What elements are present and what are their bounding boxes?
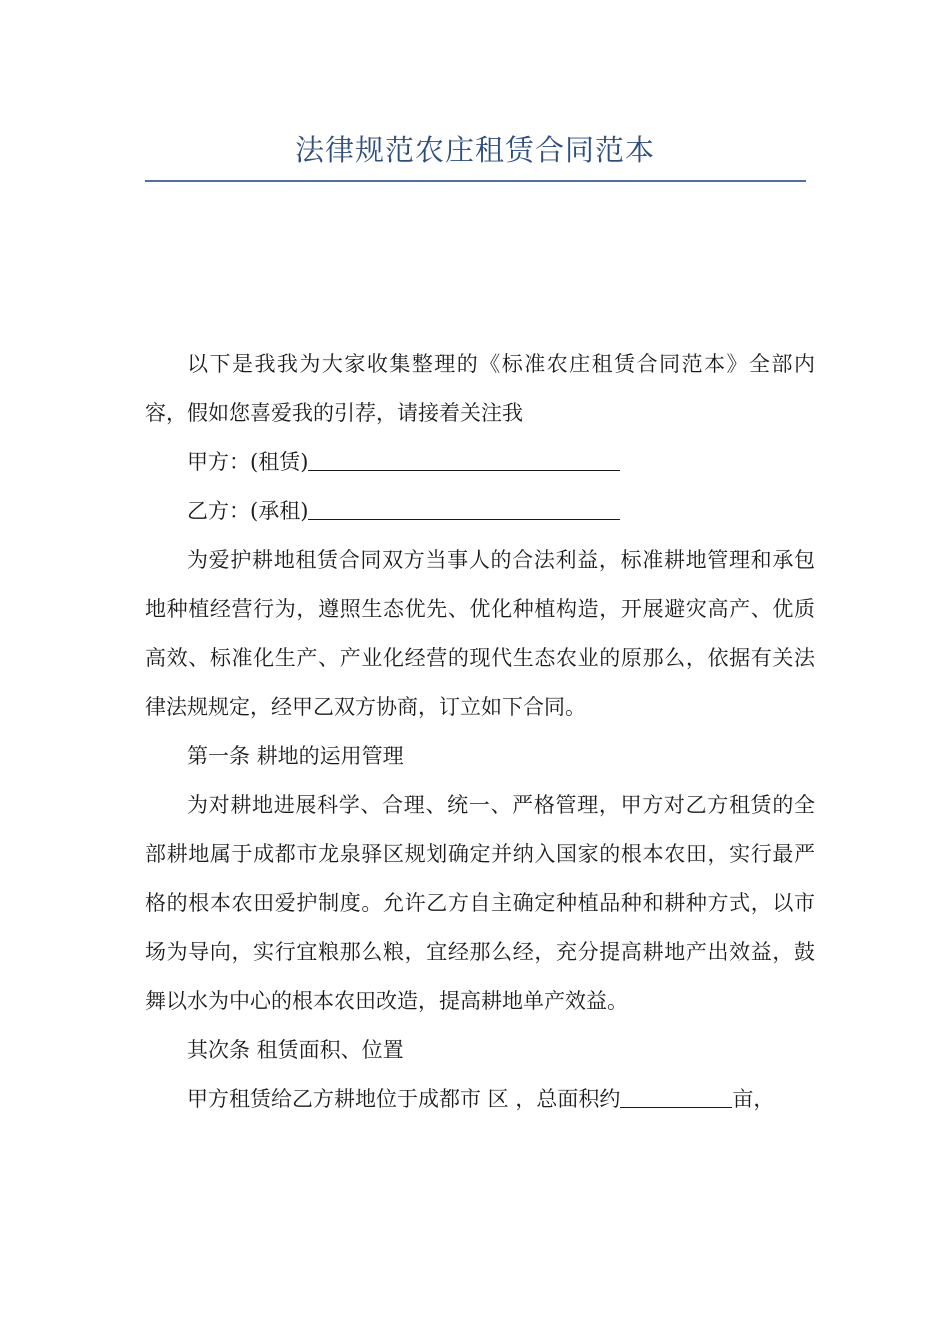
preamble-paragraph: 为爱护耕地租赁合同双方当事人的合法利益，标准耕地管理和承包地种植经营行为，遵照生态优先、优化种植构造，开展避灾高产、优质高效、标准化生产、产业化经营的现代生态农业的原那么，依据有关法律法规规定，经甲乙双方协商，订立如下合同。	[145, 548, 815, 719]
article-2-heading: 其次条 租赁面积、位置	[187, 1038, 404, 1062]
intro-paragraph: 以下是我我为大家收集整理的《标准农庄租赁合同范本》全部内容，假如您喜爱我的引荐，请接着关注我	[145, 352, 815, 425]
party-a-label: 甲方：(租赁)	[187, 450, 309, 474]
article-1-heading: 第一条 耕地的运用管理	[187, 744, 404, 768]
party-a-blank	[308, 444, 620, 471]
article-2-paragraph	[145, 1075, 815, 1124]
document-title: 法律规范农庄租赁合同范本	[294, 133, 655, 167]
title-divider	[145, 180, 806, 182]
party-a-line	[145, 438, 815, 487]
article-1-paragraph: 为对耕地进展科学、合理、统一、严格管理，甲方对乙方租赁的全部耕地属于成都市龙泉驿区规划确定并纳入国家的根本农田，实行最严格的根本农田爱护制度。允许乙方自主确定种植品种和耕种方式，以市场为导向，实行宜粮那么粮，宜经那么经，充分提高耕地产出效益，鼓舞以水为中心的根本农田改造，提高耕地单产效益。	[145, 793, 815, 1013]
party-b-label: 乙方：(承租)	[187, 499, 309, 523]
area-blank	[620, 1081, 732, 1108]
party-b-blank	[308, 493, 620, 520]
area-unit: 亩，	[732, 1087, 775, 1111]
party-b-line	[145, 487, 815, 536]
document-body	[145, 340, 815, 1124]
article-2-text: 甲方租赁给乙方耕地位于成都市 区 ，总面积约	[187, 1087, 621, 1111]
